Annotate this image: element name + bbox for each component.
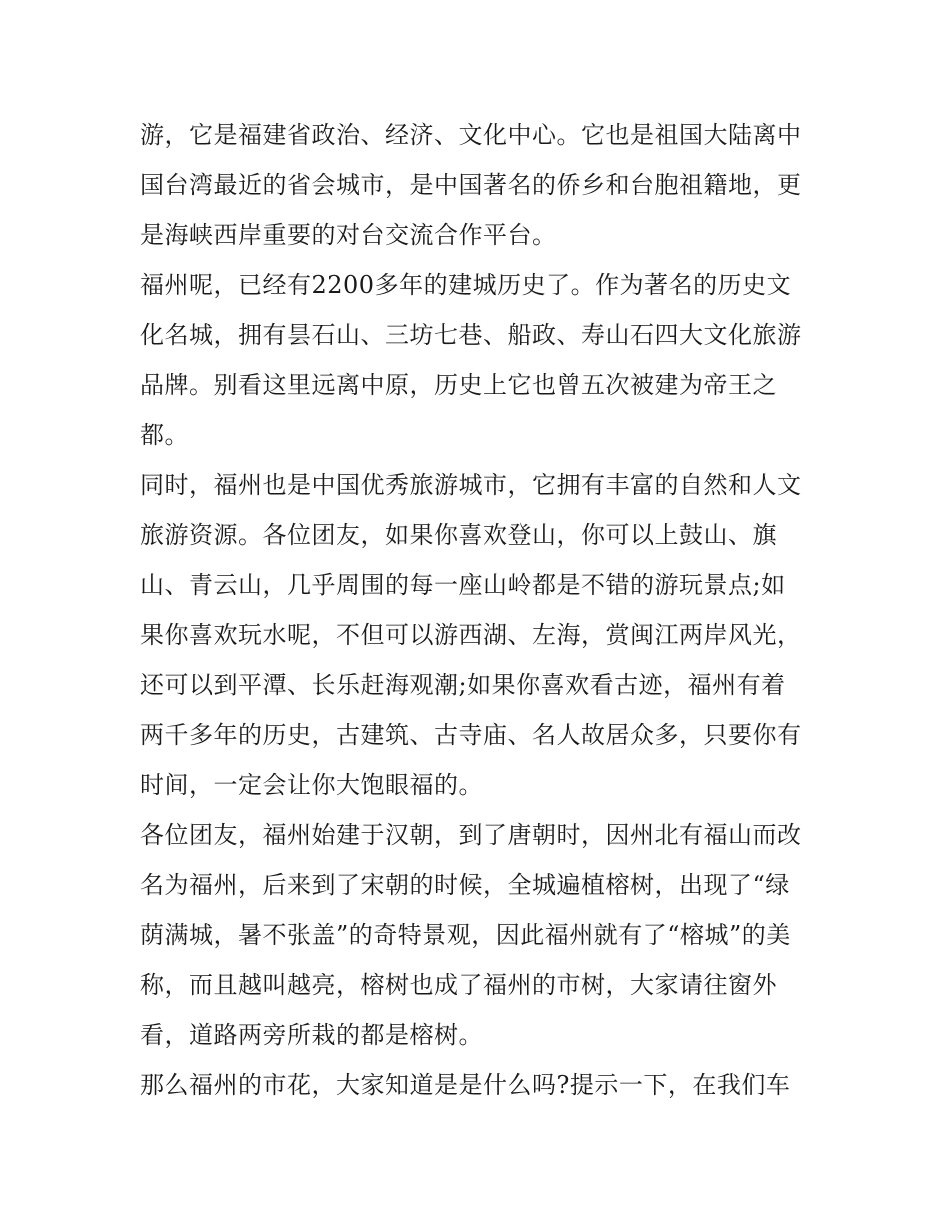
text-line: 福州呢，已经有2200多年的建城历史了。作为著名的历史文 bbox=[140, 271, 792, 299]
text-line: 那么福州的市花，大家知道是是什么吗?提示一下，在我们车 bbox=[140, 1071, 791, 1099]
text-line: 还可以到平潭、长乐赶海观潮;如果你喜欢看古迹，福州有着 bbox=[140, 671, 786, 699]
text-line: 游，它是福建省政治、经济、文化中心。它也是祖国大陆离中 bbox=[140, 121, 802, 149]
text-line: 国台湾最近的省会城市，是中国著名的侨乡和台胞祖籍地，更 bbox=[140, 171, 802, 199]
text-line: 同时，福州也是中国优秀旅游城市，它拥有丰富的自然和人文 bbox=[140, 471, 802, 499]
text-line: 各位团友，福州始建于汉朝，到了唐朝时，因州北有福山而改 bbox=[140, 821, 802, 849]
text-line: 品牌。别看这里远离中原，历史上它也曾五次被建为帝王之 bbox=[140, 371, 777, 399]
body-text bbox=[140, 110, 820, 1110]
text-line: 化名城，拥有昙石山、三坊七巷、船政、寿山石四大文化旅游 bbox=[140, 321, 802, 349]
text-line: 山、青云山，几乎周围的每一座山岭都是不错的游玩景点;如 bbox=[140, 571, 786, 599]
text-line: 看，道路两旁所栽的都是榕树。 bbox=[140, 1021, 483, 1049]
text-line: 荫满城，暑不张盖”的奇特景观，因此福州就有了“榕城”的美 bbox=[140, 921, 791, 949]
text-line: 称，而且越叫越亮，榕树也成了福州的市树，大家请往窗外 bbox=[140, 971, 777, 999]
text-line: 是海峡西岸重要的对台交流合作平台。 bbox=[140, 221, 557, 249]
text-line: 都。 bbox=[140, 421, 189, 449]
text-line: 名为福州，后来到了宋朝的时候，全城遍植榕树，出现了“绿 bbox=[140, 871, 790, 899]
text-line: 旅游资源。各位团友，如果你喜欢登山，你可以上鼓山、旗 bbox=[140, 521, 777, 549]
text-line: 果你喜欢玩水呢，不但可以游西湖、左海，赏闽江两岸风光， bbox=[140, 621, 802, 649]
text-line: 时间，一定会让你大饱眼福的。 bbox=[140, 771, 483, 799]
text-line: 两千多年的历史，古建筑、古寺庙、名人故居众多，只要你有 bbox=[140, 721, 802, 749]
